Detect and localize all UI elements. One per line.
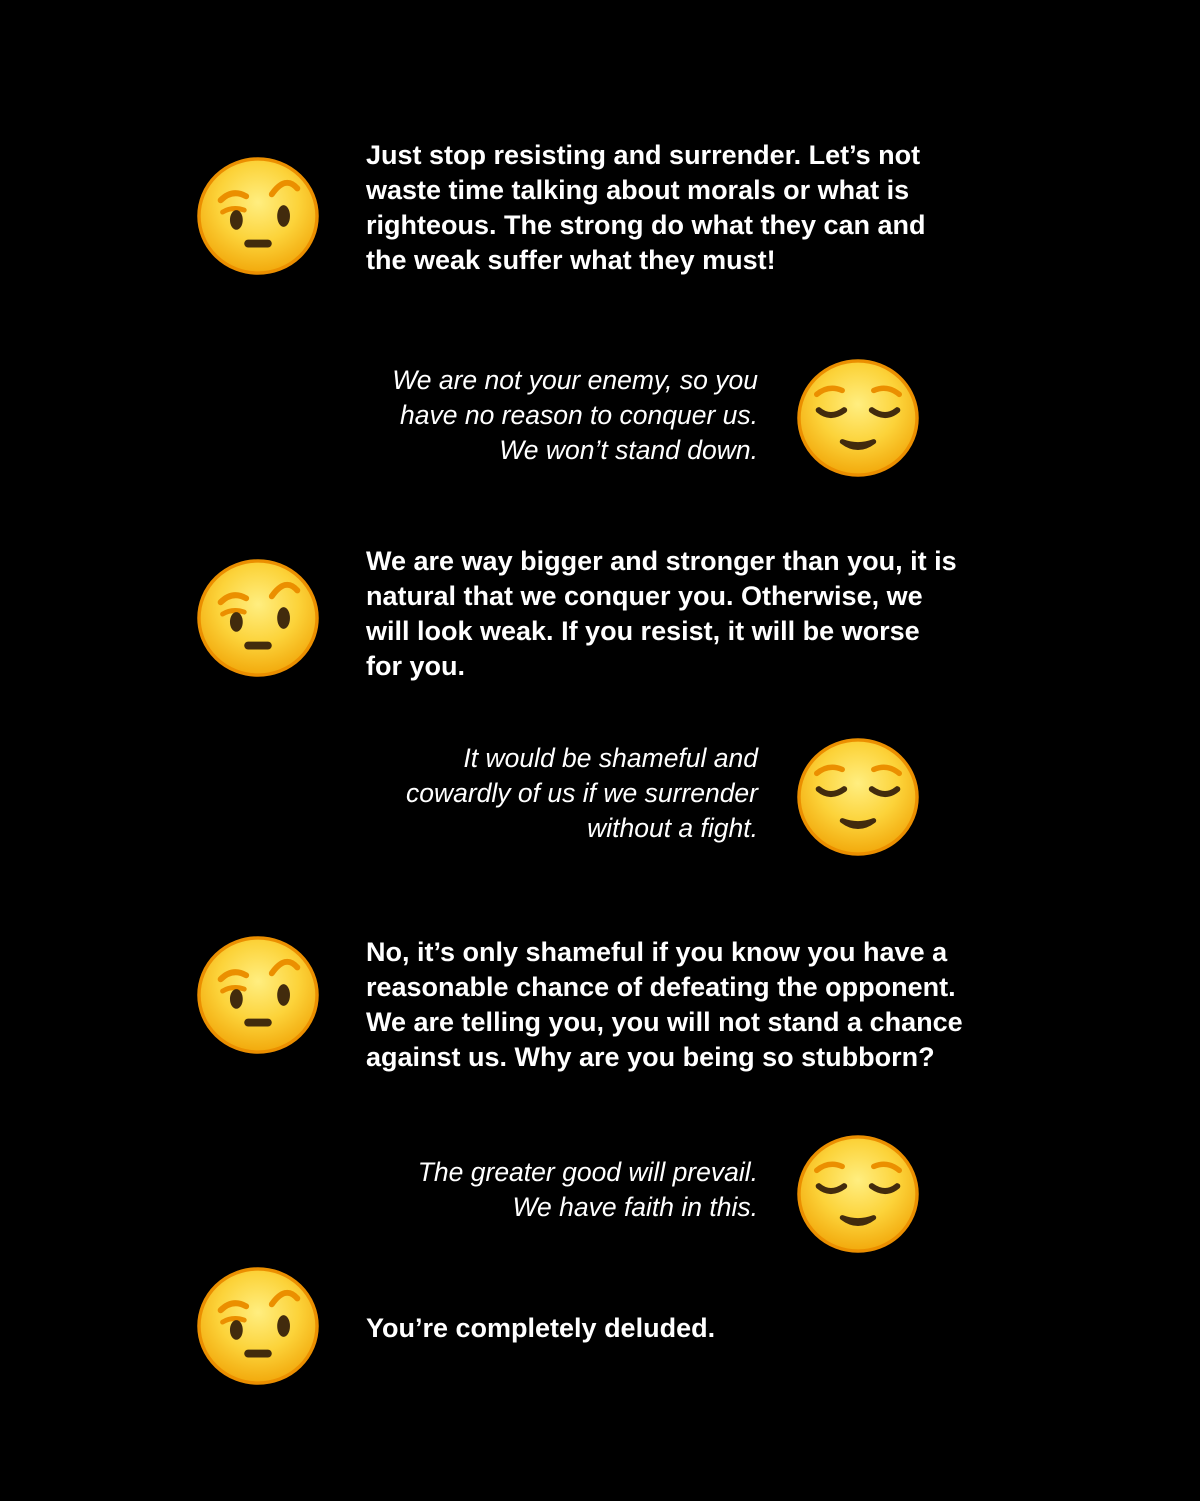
- face-with-raised-eyebrow-icon: [195, 934, 321, 1056]
- defender-message: We are not your enemy, so you have no reason to conquer us. We won’t stand down.: [392, 365, 758, 465]
- relieved-face-icon: [795, 357, 921, 479]
- relieved-face-icon: [795, 736, 921, 858]
- aggressor-message: You’re completely deluded.: [366, 1313, 716, 1343]
- defender-message: It would be shameful and cowardly of us if we surrender without a fight.: [405, 743, 758, 843]
- aggressor-message: We are way bigger and stronger than you, it is natural that we conquer you. Otherwise, we will look weak. If you resist, it will be worse for you.: [366, 546, 957, 681]
- face-with-raised-eyebrow-icon: [195, 1265, 321, 1387]
- aggressor-message: No, it’s only shameful if you know you have a reasonable chance of defeating the opponent. We are telling you, you will not stand a chance against us. Why are you being so stubborn?: [366, 937, 963, 1072]
- relieved-face-icon: [795, 1133, 921, 1255]
- face-with-raised-eyebrow-icon: [195, 155, 321, 277]
- defender-message: The greater good will prevail. We have faith in this.: [417, 1157, 758, 1222]
- aggressor-message: Just stop resisting and surrender. Let’s not waste time talking about morals or what is righteous. The strong do what they can and the weak suffer what they must!: [366, 140, 926, 275]
- face-with-raised-eyebrow-icon: [195, 557, 321, 679]
